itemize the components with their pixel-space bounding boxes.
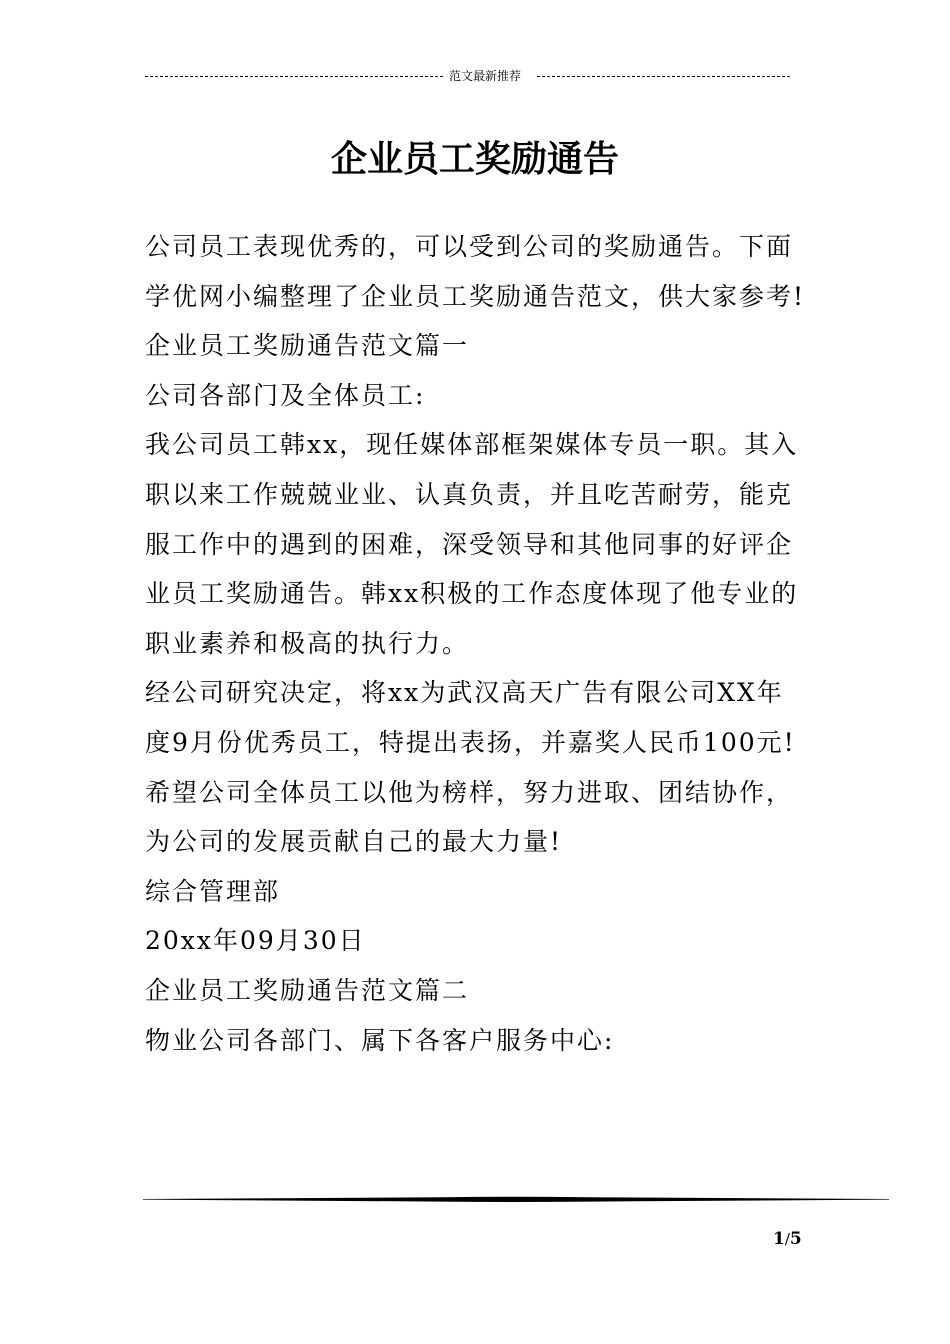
- body-paragraph: 我公司员工韩xx，现任媒体部框架媒体专员一职。其入职以来工作兢兢业业、认真负责，并且吃苦耐劳，能克服工作中的遇到的困难，深受领导和其他同事的好评企业员工奖励通告。韩xx积极的工作态度体现了他专业的职业素养和极高的执行力。: [145, 430, 799, 658]
- signature-date: 20xx年09月30日: [145, 926, 366, 956]
- footer-divider: [143, 1194, 889, 1206]
- page-separator: /: [784, 1230, 790, 1248]
- intro-paragraph: 公司员工表现优秀的，可以受到公司的奖励通告。下面学优网小编整理了企业员工奖励通告范文，供大家参考!: [145, 232, 806, 311]
- page-header: [145, 66, 790, 86]
- body-paragraph: 经公司研究决定，将xx为武汉高天广告有限公司XX年度9月份优秀员工，特提出表扬，并嘉奖人民币100元!: [145, 678, 796, 757]
- body-paragraph: 希望公司全体员工以他为榜样，努力进取、团结协作，为公司的发展贡献自己的最大力量!: [145, 777, 794, 857]
- header-dashed-rule-right: [537, 76, 790, 77]
- header-dashed-rule-left: [145, 76, 443, 77]
- salutation: 物业公司各部门、属下各客户服务中心:: [145, 1025, 615, 1055]
- salutation: 公司各部门及全体员工:: [145, 380, 426, 410]
- document-body: [145, 222, 810, 1065]
- document-title: 企业员工奖励通告: [330, 138, 619, 180]
- page-number: [773, 1228, 802, 1250]
- page-total: 5: [789, 1229, 802, 1249]
- page-current: 1: [773, 1229, 785, 1249]
- section-heading-two: 企业员工奖励通告范文篇二: [145, 975, 470, 1005]
- section-heading-one: 企业员工奖励通告范文篇一: [145, 331, 470, 361]
- header-label: 范文最新推荐: [449, 69, 522, 83]
- signature-department: 综合管理部: [145, 876, 281, 906]
